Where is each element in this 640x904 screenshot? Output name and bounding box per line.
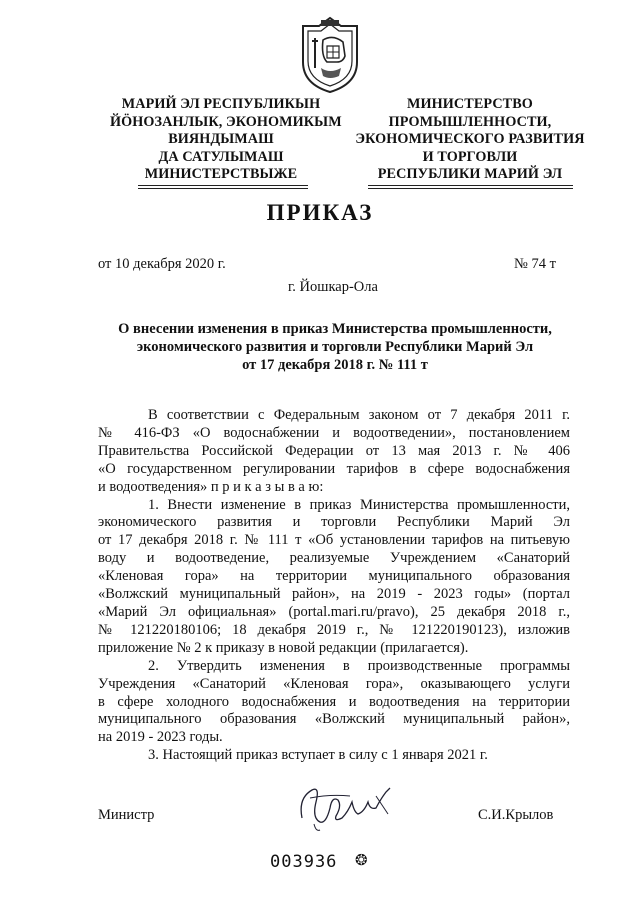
body-line: воду и водоотведение, реализуемые Учреждением «Санаторий <box>98 550 570 567</box>
header-right-underline <box>368 188 573 189</box>
body-line: 1. Внести изменение в приказ Министерства промышленности, <box>148 496 570 513</box>
header-right-line: ЭКОНОМИЧЕСКОГО РАЗВИТИЯ <box>355 131 585 148</box>
body-line: 2. Утвердить изменения в производственные программы <box>148 657 570 674</box>
body-line: в сфере холодного водоснабжения и водоотведения на территории <box>98 693 570 710</box>
ministry-name-mari <box>110 96 342 184</box>
header-right-line: МИНИСТЕРСТВО <box>407 96 533 112</box>
body-line: № 416-ФЗ «О водоснабжении и водоотведении», постановлением <box>98 424 570 441</box>
signatory-title: Министр <box>98 807 155 823</box>
header-right-line: РЕСПУБЛИКИ МАРИЙ ЭЛ <box>377 166 563 183</box>
document-subject <box>100 320 570 374</box>
document-number: № 74 т <box>514 256 556 272</box>
body-line: № 121220180106; 18 декабря 2019 г., № 121220190123), изложив <box>98 621 570 638</box>
ministry-name-russian <box>346 96 594 184</box>
body-line: «Волжский муниципальный район», на 2019 - 2023 годы» (портал <box>98 586 570 603</box>
header-left-line: ДА САТУЛЫМАШ <box>158 148 284 165</box>
document-date: от 10 декабря 2020 г. <box>98 256 226 272</box>
subject-line: экономического развития и торговли Республики Марий Эл <box>136 339 534 355</box>
body-line: экономического развития и торговли Республики Марий Эл <box>98 514 570 531</box>
body-line: и водоотведения» п р и к а з ы в а ю: <box>98 478 324 495</box>
body-paragraph <box>98 747 570 765</box>
subject-line: О внесении изменения в приказ Министерства промышленности, <box>118 321 552 337</box>
document-title: ПРИКАЗ <box>266 200 374 225</box>
body-line: Учреждения «Санаторий «Кленовая гора», оказывающего услуги <box>98 675 570 692</box>
header-right-underline <box>368 185 573 186</box>
body-line: В соответствии с Федеральным законом от 7 декабря 2011 г. <box>148 407 570 423</box>
body-paragraph <box>98 497 570 658</box>
body-line: «Кленовая гора» на территории муниципального образования <box>98 568 570 585</box>
document-city: г. Йошкар-Ола <box>288 279 378 295</box>
subject-line: от 17 декабря 2018 г. № 111 т <box>242 357 428 373</box>
body-paragraph <box>98 658 570 748</box>
body-line: «О государственном регулировании тарифов в сфере водоснабжения <box>98 460 570 477</box>
form-serial-number: 003936 <box>270 852 338 872</box>
signatory-name: С.И.Крылов <box>478 807 554 823</box>
header-right-line: И ТОРГОВЛИ <box>422 148 518 165</box>
body-line: на 2019 - 2023 годы. <box>98 729 223 746</box>
header-left-underline <box>138 188 308 189</box>
body-paragraph <box>98 407 570 497</box>
body-line: приложение № 2 к приказу в новой редакции (прилагается). <box>98 639 469 656</box>
body-line: муниципального образования «Волжский муниципальный район», <box>98 711 570 728</box>
header-right-line: ПРОМЫШЛЕННОСТИ, <box>388 113 552 130</box>
header-left-line: ЙÖНОЗАНЛЫК, ЭКОНОМИКЫМ <box>110 113 342 130</box>
header-left-underline <box>138 185 308 186</box>
body-line: от 17 декабря 2018 г. № 111 т «Об установлении тарифов на питьевую <box>98 532 570 549</box>
header-left-line: МИНИСТЕРСТВЫЖЕ <box>144 166 298 183</box>
body-line: Правительства Российской Федерации от 13 мая 2013 г. № 406 <box>98 442 570 459</box>
body-line: «Марий Эл официальная» (portal.mari.ru/pravo), 25 декабря 2018 г., <box>98 603 570 620</box>
header-left-line: ВИЯНДЫМАШ <box>168 131 274 148</box>
header-left-line: МАРИЙ ЭЛ РЕСПУБЛИКЫН <box>121 96 321 112</box>
document-body <box>98 407 570 765</box>
serial-mark-icon: ❂ <box>355 851 368 869</box>
handwritten-signature <box>290 778 410 836</box>
coat-of-arms-icon <box>299 16 361 94</box>
body-line: 3. Настоящий приказ вступает в силу с 1 января 2021 г. <box>148 747 488 764</box>
